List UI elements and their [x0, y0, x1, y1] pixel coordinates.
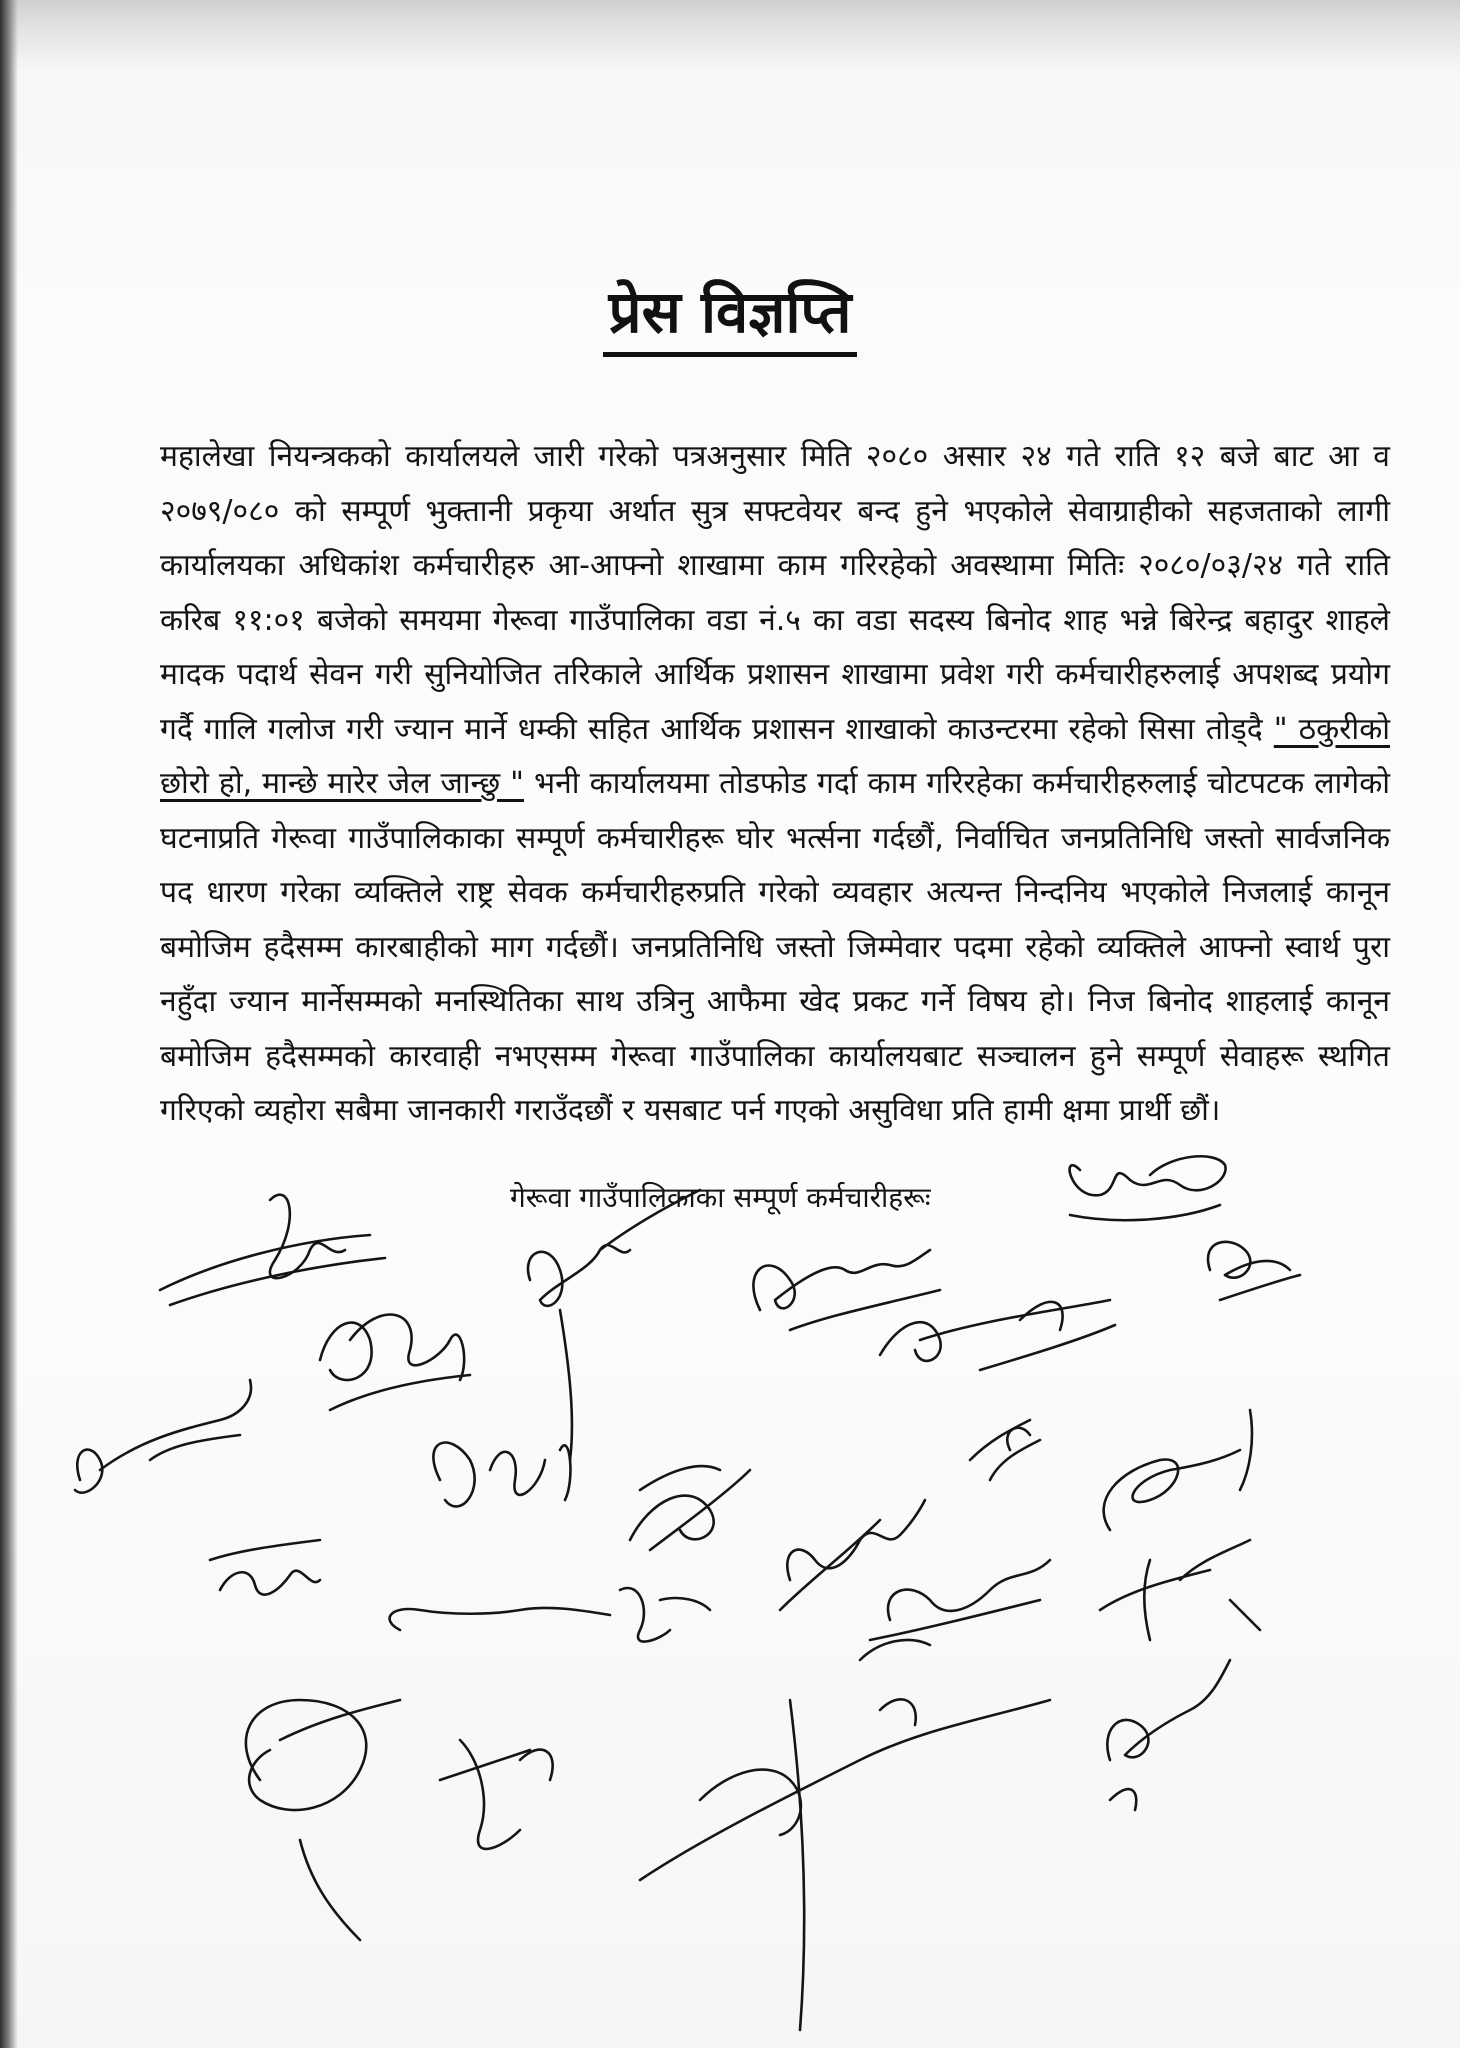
signature-1 — [1070, 1156, 1226, 1220]
signature-17 — [440, 1740, 553, 1849]
signature-14 — [870, 1560, 1050, 1640]
signature-7 — [1208, 1242, 1300, 1300]
signature-11 — [780, 1500, 925, 1610]
signature-alpana — [390, 1588, 710, 1642]
signature-2 — [160, 1195, 385, 1305]
signatures-block — [0, 1140, 1460, 2040]
signature-9 — [433, 1443, 570, 1507]
document-title — [0, 270, 1460, 349]
signature-15 — [1100, 1540, 1260, 1640]
signature-18 — [640, 1640, 1050, 2030]
signature-13 — [1104, 1410, 1252, 1530]
signature-6 — [880, 1300, 1115, 1370]
signature-5 — [753, 1250, 940, 1330]
quoted-statement: " ठकुरीको छोरो हो, मान्छे मारेर जेल जान्छु " — [160, 711, 1391, 801]
scan-top-shadow — [0, 0, 1460, 70]
closing-line: गेरूवा गाउँपालिकाका सम्पूर्ण कर्मचारीहरूः — [510, 1181, 931, 1214]
body-text-part1: महालेखा नियन्त्रकको कार्यालयले जारी गरेको पत्रअनुसार मिति २०८० असार २४ गते राति १२ बजे बाट आ व २०७९/०८० को सम्पूर्ण भुक्तानी प्रकृया अर्थात सुत्र सफ्टवेयर बन्द हुने भएकोले सेवाग्राहीको सहजताको लागी कार्यालयका अधिकांश कर्मचारीहरु आ-आफ्नो शाखामा काम गरिरहेको अवस्थामा मितिः २०८०/०३/२४ गते राति करिब ११:०१ बजेको समयमा गेरूवा गाउँपालिका वडा नं.५ का वडा सदस्य बिनोद शाह भन्ने बिरेन्द्र बहादुर शाहले मादक पदार्थ सेवन गरी सुनियोजित तरिकाले आर्थिक प्रशासन शाखामा प्रवेश गरी कर्मचारीहरुलाई अपशब्द प्रयोग गर्दै गालि गलोज गरी ज्यान मार्ने धम्की सहित आर्थिक प्रशासन शाखाको काउन्टरमा रहेको सिसा तोड्दै — [160, 439, 1390, 747]
signature-10 — [630, 1466, 750, 1550]
signature-19 — [1107, 1660, 1230, 1810]
signature-3 — [320, 1315, 470, 1410]
title-text: प्रेस विज्ञप्ति — [603, 278, 858, 357]
signature-12 — [970, 1420, 1040, 1480]
signature-4 — [528, 1190, 700, 1460]
signature-mina — [210, 1540, 320, 1595]
signature-16 — [246, 1700, 400, 1940]
body-text-part2: भनी कार्यालयमा तोडफोड गर्दा काम गरिरहेका कर्मचारीहरुलाई चोटपटक लागेको घटनाप्रति गेरूवा गाउँपालिकाका सम्पूर्ण कर्मचारीहरू घोर भर्त्सना गर्दछौं, निर्वाचित जनप्रतिनिधि जस्तो सार्वजनिक पद धारण गरेका व्यक्तिले राष्ट्र सेवक कर्मचारीहरुप्रति गरेको व्यवहार अत्यन्त निन्दनिय भएकोले निजलाई कानून बमोजिम हदैसम्म कारबाहीको माग गर्दछौं। जनप्रतिनिधि जस्तो जिम्मेवार पदमा रहेको व्यक्तिले आफ्नो स्वार्थ पुरा नहुँदा ज्यान मार्नेसम्मको मनस्थितिका साथ उत्रिनु आफैमा खेद प्रकट गर्ने विषय हो। निज बिनोद शाहलाई कानून बमोजिम हदैसम्मको कारवाही नभएसम्म गेरूवा गाउँपालिका कार्यालयबाट सञ्चालन हुने सम्पूर्ण सेवाहरू स्थगित गरिएको व्यहोरा सबैमा जानकारी गराउँदछौं र यसबाट पर्न गएको असुविधा प्रति हामी क्षमा प्रार्थी छौं। — [160, 766, 1391, 1128]
body-paragraph — [160, 430, 1390, 1139]
press-release-body — [160, 430, 1390, 1139]
signature-8 — [75, 1380, 251, 1493]
